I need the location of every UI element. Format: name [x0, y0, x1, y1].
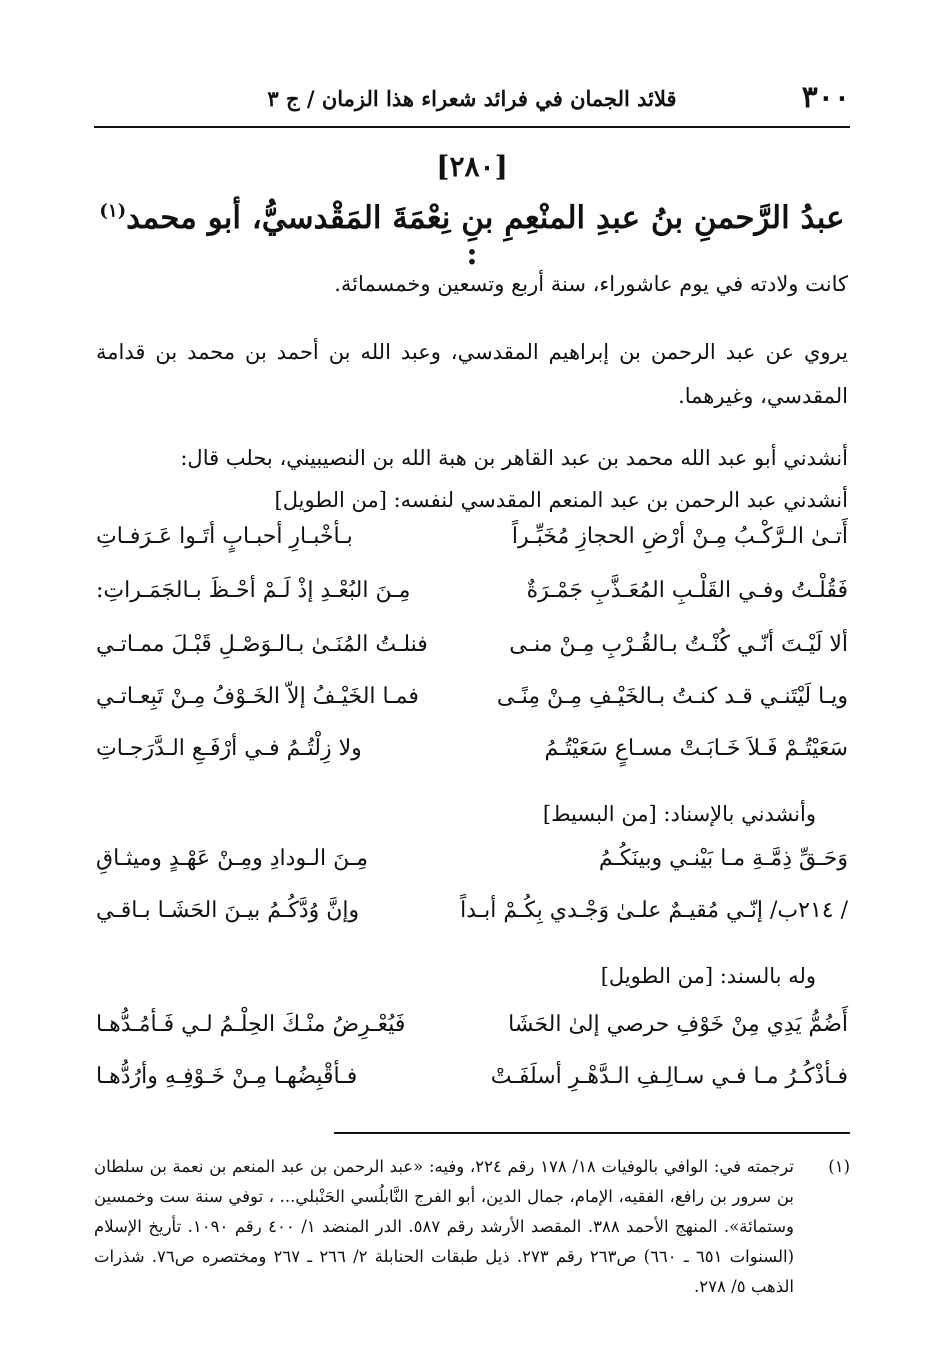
verse-second-hemistich: ولا زِلْتُـمُ فـي أرْفَـعِ الـدَّرَجـاتِ: [96, 736, 362, 761]
recitation-chain: أنشدني أبو عبد الله محمد بن عبد القاهر بن هبة الله بن النصيبيني، بحلب قال:: [180, 446, 848, 470]
verse-first-hemistich: / ٢١٤ب/ إنّـي مُقيـمٌ علـىٰ وَجْـدي بِكُـمْ أبـداً: [460, 898, 848, 923]
verse-line: [96, 684, 848, 732]
verse-line: [96, 736, 848, 784]
verse-first-hemistich: ألا لَيْـتَ أنّـي كُنْـتُ بـالقُـرْبِ مِـنْ منـى: [509, 632, 848, 657]
entry-title-text: عبدُ الرَّحمنِ بنُ عبدِ المنْعِمِ بنِ نِعْمَةَ المَقْدسيُّ، أبو محمد: [126, 200, 845, 236]
verse-line: [96, 578, 848, 626]
verse-second-hemistich: مِـنَ البُعْـدِ إذْ لَـمْ أحْـظَ بـالجَمَـراتِ:: [96, 578, 411, 603]
entry-number: [٢٨٠]: [436, 150, 508, 183]
verse-first-hemistich: سَعَيْتُـمْ فَـلاَ خَـابَـتْ مسـاعٍ سَعَيْتُـمُ: [544, 736, 848, 761]
verse-first-hemistich: أَضُمُّ يَدِي مِنْ خَوْفِ حرصي إلىٰ الحَشَا: [508, 1012, 848, 1037]
birth-paragraph: كانت ولادته في يوم عاشوراء، سنة أربع وتسعين وخمسمائة.: [334, 272, 848, 296]
poem-intro: وأنشدني بالإسناد: [من البسيط]: [542, 802, 816, 826]
page-number: ٣٠٠: [801, 80, 850, 115]
entry-title-colon: :: [466, 236, 478, 272]
header-rule: [94, 126, 850, 128]
verse-second-hemistich: وإنَّ وُدَّكُـمُ بيـنَ الحَشَـا بـاقـي: [96, 898, 360, 923]
running-header: [94, 80, 850, 120]
recitation-intro: أنشدني عبد الرحمن بن عبد المنعم المقدسي لنفسه: [من الطويل]: [274, 488, 848, 512]
verse-second-hemistich: فـأقْبِضُهـا مِـنْ خَـوْفِـهِ وأرُدُّهـا: [96, 1064, 358, 1089]
footnote-text: ترجمته في: الوافي بالوفيات ١٨/ ١٧٨ رقم ٢٢٤، وفيه: «عبد الرحمن بن عبد المنعم بن نعمة بن سلطان بن سرور بن رافع، الفقيه، الإمام، جمال الدين، أبو الفرج النَّابلُسي الحَنْبلي... ، توفي سنة ست وخمسين وستمائة». المنهج الأحمد ٣٨٨. المقصد الأرشد رقم ٥٨٧. الدر المنضد ١/ ٤٠٠ رقم ١٠٩٠. تأريخ الإسلام (السنوات ٦٥١ ـ ٦٦٠) ص٢٦٣ رقم ٢٧٣. ذيل طبقات الحنابلة ٢/ ٢٦٦ ـ ٢٦٧ ومختصره ص٧٦. شذرات الذهب ٥/ ٢٧٨.: [94, 1157, 795, 1296]
verse-line: [96, 632, 848, 680]
verse-first-hemistich: ويـا لَيْتَنـي قـد كنـتُ بـالخَيْـفِ مِـنْ مِنًـى: [496, 684, 848, 709]
book-title: قلائد الجمان في فرائد شعراء هذا الزمان / ج ٣: [267, 86, 677, 111]
verse-second-hemistich: فنلـتُ المُنَـىٰ بـالـوَصْـلِ قَبْـلَ ممـاتـي: [96, 632, 428, 657]
footnote-rule: [334, 1132, 850, 1134]
footnote-number: (١): [828, 1157, 850, 1176]
verse-line: [96, 1012, 848, 1060]
verse-first-hemistich: فَقُلْـتُ وفـي القَلْـبِ المُعَـذَّبِ جَمْـرَةٌ: [526, 578, 848, 603]
verse-first-hemistich: أَتـىٰ الـرَّكْـبُ مِـنْ أرْضِ الحجازِ مُخَبِّـراً: [511, 524, 848, 549]
teachers-paragraph: يروي عن عبد الرحمن بن إبراهيم المقدسي، وعبد الله بن أحمد بن محمد بن قدامة المقدسي، وغيرهما.: [96, 340, 848, 408]
footnote-reference: (١): [99, 200, 127, 222]
verse-second-hemistich: فَيُعْـرِضُ منْـكَ الحِلْـمُ لـي فَـأمُـدُّهـا: [96, 1012, 406, 1037]
verse-line: [96, 846, 848, 894]
verse-line: [96, 898, 848, 946]
poem-intro: وله بالسند: [من الطويل]: [600, 964, 816, 988]
verse-line: [96, 524, 848, 572]
verse-line: [96, 1064, 848, 1112]
verse-first-hemistich: فـأذْكُـرُ مـا فـي سـالِـفِ الـدَّهْـرِ أسلَفَـتْ: [490, 1064, 848, 1089]
verse-second-hemistich: مِـنَ الـودادِ ومِـنْ عَهْـدٍ وميثـاقِ: [96, 846, 369, 871]
verse-second-hemistich: بـأخْبـارِ أحبـابٍ أتَـوا عَـرَفـاتِ: [96, 524, 353, 549]
verse-first-hemistich: وَحَـقِّ ذِمَّـةِ مـا بَيْنـي وبينَكُـمُ: [598, 846, 848, 871]
verse-second-hemistich: فمـا الخَيْـفُ إلاّ الخَـوْفُ مِـنْ تَبِعـاتـي: [96, 684, 419, 709]
